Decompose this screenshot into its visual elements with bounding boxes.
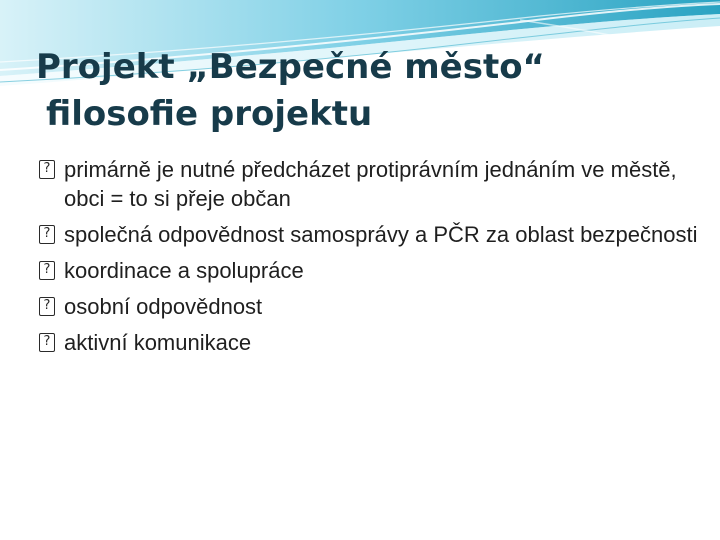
- bullet-box-icon: ?: [39, 297, 55, 316]
- list-item: [38, 220, 698, 249]
- bullet-box-icon: ?: [39, 261, 55, 280]
- bullet-box-icon: ?: [39, 333, 55, 352]
- bullet-text: koordinace a spolupráce: [64, 258, 304, 283]
- bullet-box-icon: ?: [39, 160, 55, 179]
- title-line-2: filosofie projektu: [46, 94, 373, 134]
- bullet-text: primárně je nutné předcházet protiprávním jednáním ve městě, obci = to si přeje občan: [64, 157, 677, 211]
- bullet-box-icon: ?: [39, 225, 55, 244]
- slide-title: [36, 44, 696, 138]
- bullet-list: [38, 155, 698, 364]
- list-item: [38, 256, 698, 285]
- bullet-text: společná odpovědnost samosprávy a PČR za oblast bezpečnosti: [64, 222, 698, 247]
- bullet-text: aktivní komunikace: [64, 330, 252, 355]
- list-item: [38, 155, 698, 213]
- title-line-1: Projekt „Bezpečné město“: [36, 47, 545, 87]
- bullet-text: osobní odpovědnost: [64, 294, 263, 319]
- list-item: [38, 292, 698, 321]
- list-item: [38, 328, 698, 357]
